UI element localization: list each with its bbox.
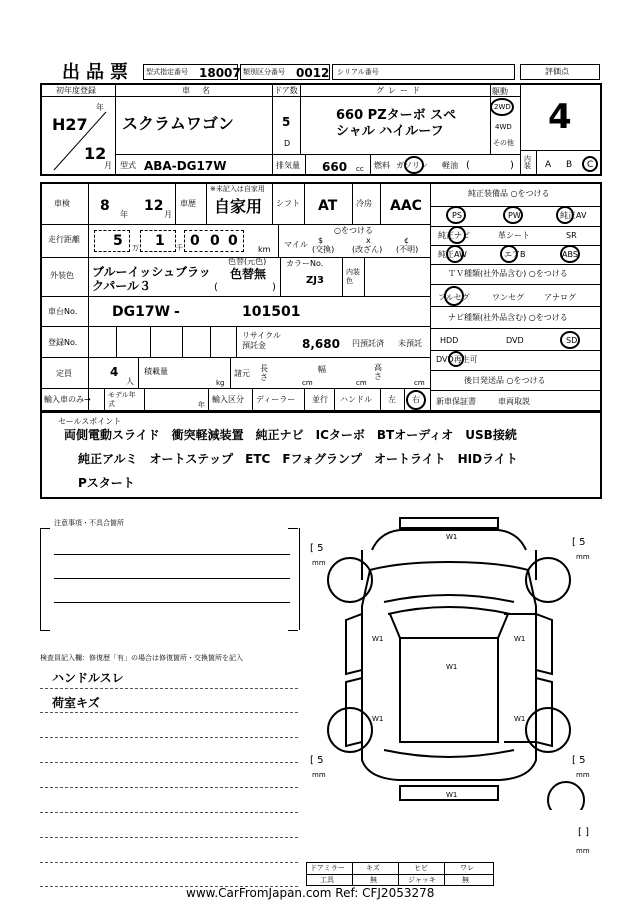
option-abs: ABS <box>562 250 578 259</box>
shaken-label: 車検 <box>54 199 70 208</box>
reg-note: ※未記入は自家用 <box>210 185 265 193</box>
doors: 5 <box>282 115 291 129</box>
sales-line-1: 両側電動スライド 衝突軽減装置 純正ナビ ICターボ BTオーディオ USB接続 <box>64 428 517 442</box>
model-label: 型式 <box>120 161 136 170</box>
sales-line-3: Pスタート <box>78 476 135 490</box>
recycle: 8,680 <box>302 337 340 351</box>
caution-label: 注意事項・不具合箇所 <box>54 519 124 527</box>
shaken-year: 8 <box>100 198 110 214</box>
sales-label: セールスポイント <box>58 417 122 426</box>
mileage-d1: 5 <box>113 233 123 249</box>
fuel-circle <box>404 156 424 174</box>
page-title: 出品票 <box>62 62 134 83</box>
drive-4wd: 4WD <box>495 123 512 131</box>
tv-fullseg: フルセグ <box>438 293 470 302</box>
w1-right-front-door: W1 <box>514 635 526 643</box>
legend-tools-value: 無 <box>370 876 377 884</box>
first-reg-label: 初年度登録 <box>56 86 96 95</box>
tread-fl-unit: mm <box>312 559 326 567</box>
fuel-gasoline: ガソリン <box>396 161 428 170</box>
inspector-note-2: 荷室キズ <box>52 696 100 710</box>
capacity-label: 定員 <box>56 369 72 378</box>
handle-left: 左 <box>388 395 396 404</box>
chassis-dash: - <box>174 304 180 320</box>
tv-analog: アナログ <box>544 293 576 302</box>
grade-label: グレード <box>376 86 424 95</box>
fuel-light-oil: 軽油 <box>442 161 458 170</box>
tread-fr: 5 <box>579 537 586 548</box>
handle-circle <box>406 390 426 410</box>
option-av: 純正AV <box>560 211 587 220</box>
color-no: ZJ3 <box>306 275 324 286</box>
type-cert-label: 型式指定番号 <box>146 68 188 76</box>
sen-unit: 千 <box>176 244 183 252</box>
parallel: 並行 <box>312 395 328 404</box>
ac: AAC <box>390 198 422 214</box>
meter-exchange: 交換 <box>315 245 332 254</box>
legend-break: ワレ <box>460 864 474 872</box>
class-label: 類別区分番号 <box>243 68 285 76</box>
score-label: 評価点 <box>545 67 569 76</box>
navi-sd: SD <box>566 336 578 345</box>
option-pw: PW <box>508 211 521 220</box>
shaken-tsuki: 月 <box>164 210 172 219</box>
length-label: 長さ <box>260 364 268 382</box>
displacement-label: 排気量 <box>276 161 300 170</box>
navi-title: ナビ種類(社外品含む) ○をつける <box>448 313 568 322</box>
inspector-label: 検査員記入欄：修復歴「有」の場合は修復箇所・交換箇所を記入 <box>40 654 243 662</box>
shaken-nen: 年 <box>120 210 128 219</box>
dvd-playback: DVD再生可 <box>436 355 478 364</box>
year-suffix: 年 <box>96 103 104 112</box>
w1-front-bumper: W1 <box>446 533 458 541</box>
color-no-label: カラーNo. <box>286 259 324 268</box>
person-unit: 人 <box>126 377 134 386</box>
tread-rr-unit: mm <box>576 771 590 779</box>
after-manual: 車両取説 <box>498 397 530 406</box>
w1-right-rear-door: W1 <box>514 715 526 723</box>
option-airbag: エアB <box>504 250 526 259</box>
load-label: 積載量 <box>144 367 168 376</box>
width-label: 幅 <box>318 365 326 374</box>
mileage-d4: 0 <box>210 233 220 249</box>
doors-suffix: D <box>284 139 291 148</box>
options-title: 純正装備品 ○をつける <box>468 189 550 198</box>
handle-label: ハンドル <box>340 395 372 404</box>
width-cm: cm <box>356 379 367 387</box>
legend-tools: 工具 <box>320 876 334 884</box>
shift: AT <box>318 198 338 214</box>
model: ABA-DG17W <box>144 159 227 173</box>
height-label: 高さ <box>374 363 382 381</box>
history-label: 車歴 <box>180 199 196 208</box>
grade: 660 PZターボ スペシャル ハイルーフ <box>336 108 457 139</box>
type-cert-cell <box>143 64 241 80</box>
reg-no-label: 登録No. <box>48 338 78 347</box>
load-kg: kg <box>216 379 225 387</box>
capacity: 4 <box>110 365 119 379</box>
model-year-label: モデル年式 <box>108 391 136 408</box>
import-class-label: 輸入区分 <box>212 395 244 404</box>
after-title: 後日発送品 ○をつける <box>464 376 546 385</box>
class-no: 0012 <box>296 66 330 80</box>
shift-label: シフト <box>276 199 300 208</box>
recycle-label: リサイクル預託金 <box>242 331 281 350</box>
dealer: ディーラー <box>256 395 296 404</box>
score: 4 <box>548 97 572 137</box>
drive-2wd: 2WD <box>494 103 511 111</box>
chassis-model: DG17W <box>112 304 171 320</box>
footer-ref: www.CarFromJapan.com Ref: CFJ2053278 <box>186 886 435 900</box>
tread-rr: 5 <box>579 755 586 766</box>
navi-dvd: DVD <box>506 336 524 345</box>
mile-label: マイル <box>284 240 308 249</box>
tread-spare-unit: mm <box>576 847 590 855</box>
length-cm: cm <box>302 379 313 387</box>
model-year-nen: 年 <box>198 401 205 409</box>
chassis-label: 車台No. <box>48 307 78 316</box>
serial-label: シリアル番号 <box>337 68 379 76</box>
type-cert-no: 18007 <box>199 66 241 80</box>
circle-instruction: ○をつける <box>334 226 373 235</box>
tread-fr-unit: mm <box>576 553 590 561</box>
shaken-month: 12 <box>144 198 164 214</box>
cc-unit: cc <box>356 165 364 173</box>
interior-color-label: 内装色 <box>346 268 360 285</box>
option-leather: 革シート <box>498 231 530 240</box>
fuel-label: 燃料 <box>374 161 390 170</box>
w1-roof: W1 <box>446 663 458 671</box>
chassis-no: 101501 <box>242 304 301 320</box>
interior-circle <box>582 156 598 172</box>
interior-grade-c: C <box>587 160 594 170</box>
doors-label: ドア数 <box>274 86 298 95</box>
score-header <box>520 64 600 80</box>
recycle-paid: 円預託済 <box>352 339 384 348</box>
legend-jack: ジャッキ <box>408 876 436 884</box>
tread-rl-unit: mm <box>312 771 326 779</box>
after-warranty: 新車保証書 <box>436 397 476 406</box>
mileage-d2: 1 <box>155 233 165 249</box>
option-sr: SR <box>566 231 577 240</box>
legend-jack-value: 無 <box>462 876 469 884</box>
meter-unknown: 不明 <box>399 245 416 254</box>
mileage-d5: 0 <box>228 233 238 249</box>
recycle-unpaid: 未預託 <box>398 339 422 348</box>
km-unit: km <box>258 245 271 254</box>
legend-mirror: ドアミラー <box>310 864 345 872</box>
w1-rear-bumper: W1 <box>446 791 458 799</box>
option-aw: 純正AW <box>438 250 467 259</box>
import-label: 輸入車のみ→ <box>44 395 91 404</box>
man-unit: 万 <box>132 244 139 252</box>
option-navi: 純正ナビ <box>438 231 470 240</box>
handle-right: 右 <box>412 395 420 404</box>
drive-circle <box>490 98 514 116</box>
color-change-label: 色替(元色) <box>228 257 267 266</box>
meter-modified: 改ざん <box>355 245 380 254</box>
inspector-note-1: ハンドルスレ <box>52 671 124 685</box>
color: ブルーイッシュブラックパール３ <box>92 265 211 293</box>
height-cm: cm <box>414 379 425 387</box>
color-label: 外装色 <box>50 271 74 280</box>
month-suffix: 月 <box>104 161 112 170</box>
navi-hdd: HDD <box>440 336 459 345</box>
w1-left-front-door: W1 <box>372 635 384 643</box>
interior-grade-a: A <box>545 160 552 170</box>
color-change: 色替無 <box>230 267 267 281</box>
option-ps: PS <box>452 211 462 220</box>
legend-crack: ヒビ <box>414 864 428 872</box>
serial-cell <box>332 64 515 80</box>
first-reg-year: H27 <box>52 115 88 134</box>
drive-label: 駆動 <box>492 87 508 96</box>
mileage-label: 走行距離 <box>48 235 80 244</box>
ac-label: 冷房 <box>356 199 372 208</box>
tv-oneseg: ワンセグ <box>492 293 524 302</box>
tread-fl: 5 <box>317 543 324 554</box>
interior-label: 内装 <box>524 155 531 170</box>
legend-scratch: キズ <box>366 864 380 872</box>
name-label: 車名 <box>182 86 222 95</box>
w1-left-rear-door: W1 <box>372 715 384 723</box>
tread-rl: 5 <box>317 755 324 766</box>
tv-title: ＴＶ種類(社外品含む) ○をつける <box>448 269 568 278</box>
drive-other: その他 <box>493 139 514 147</box>
sales-line-2: 純正アルミ オートステップ ETC Fフォグランプ オートライト HIDライト <box>78 452 518 466</box>
class-cell <box>240 64 330 80</box>
vehicle-name: スクラムワゴン <box>122 114 234 133</box>
mileage-d3: 0 <box>190 233 200 249</box>
first-reg-month: 12 <box>84 144 107 163</box>
displacement: 660 <box>322 160 348 174</box>
history: 自家用 <box>214 197 263 216</box>
interior-grade-b: B <box>566 160 573 170</box>
dims-label: 諸元 <box>234 369 250 378</box>
